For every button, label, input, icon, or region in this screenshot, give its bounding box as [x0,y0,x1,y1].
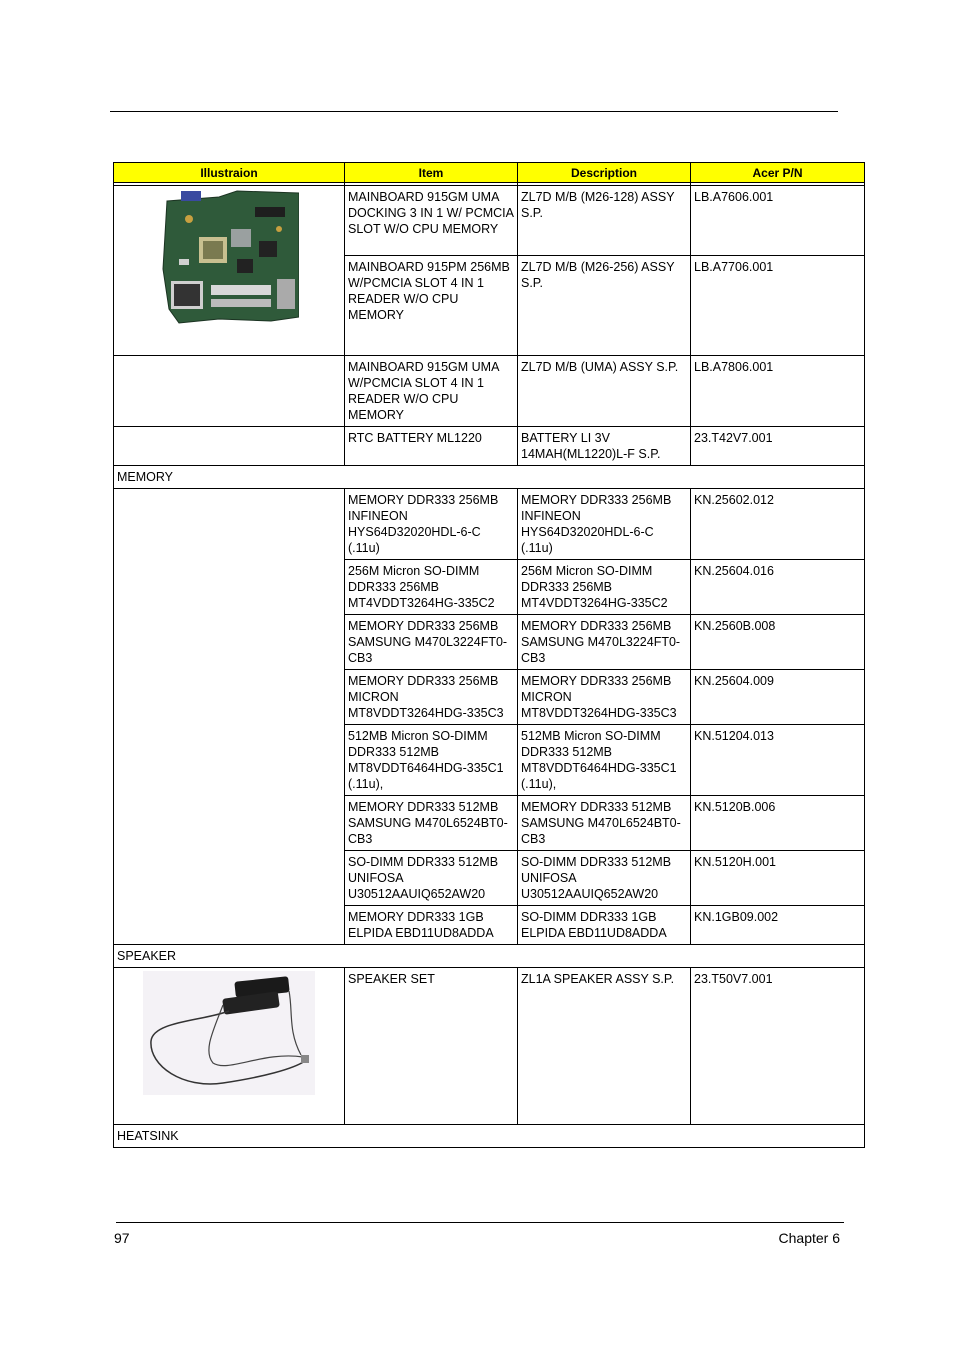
part-number-cell: 23.T50V7.001 [691,968,865,1125]
item-cell: MEMORY DDR333 256MB INFINEON HYS64D32020HDL-6-C (.11u) [345,489,518,560]
section-row-heatsink [114,1125,865,1148]
illustration-cell [114,427,345,466]
section-label: MEMORY [114,466,865,489]
part-number-cell: KN.5120H.001 [691,851,865,906]
item-cell: MEMORY DDR333 256MB SAMSUNG M470L3224FT0-CB3 [345,615,518,670]
part-number-cell: 23.T42V7.001 [691,427,865,466]
part-number-cell: KN.51204.013 [691,725,865,796]
item-cell: 256M Micron SO-DIMM DDR333 256MB MT4VDDT3264HG-335C2 [345,560,518,615]
description-cell: MEMORY DDR333 256MB SAMSUNG M470L3224FT0-CB3 [518,615,691,670]
section-row-memory [114,466,865,489]
illustration-cell [114,356,345,427]
table-row [114,489,865,560]
col-illustration: Illustraion [114,163,345,183]
item-cell: SO-DIMM DDR333 512MB UNIFOSA U30512AAUIQ652AW20 [345,851,518,906]
description-cell: ZL7D M/B (UMA) ASSY S.P. [518,356,691,427]
item-cell: 512MB Micron SO-DIMM DDR333 512MB MT8VDDT6464HDG-335C1 (.11u), [345,725,518,796]
mainboard-illustration [114,186,345,356]
description-cell: ZL7D M/B (M26-128) ASSY S.P. [518,186,691,256]
table-row [114,186,865,256]
item-cell: MEMORY DDR333 512MB SAMSUNG M470L6524BT0-CB3 [345,796,518,851]
mainboard-image [159,189,299,324]
part-number-cell: LB.A7806.001 [691,356,865,427]
part-number-cell: LB.A7606.001 [691,186,865,256]
speaker-image [143,971,315,1095]
page-number: 97 [114,1230,130,1246]
section-label: SPEAKER [114,945,865,968]
description-cell: ZL7D M/B (M26-256) ASSY S.P. [518,256,691,356]
col-item: Item [345,163,518,183]
table-header-row [114,163,865,183]
description-cell: 512MB Micron SO-DIMM DDR333 512MB MT8VDDT6464HDG-335C1 (.11u), [518,725,691,796]
item-cell: MAINBOARD 915GM UMA W/PCMCIA SLOT 4 IN 1 READER W/O CPU MEMORY [345,356,518,427]
description-cell: SO-DIMM DDR333 512MB UNIFOSA U30512AAUIQ652AW20 [518,851,691,906]
description-cell: SO-DIMM DDR333 1GB ELPIDA EBD11UD8ADDA [518,906,691,945]
section-label: HEATSINK [114,1125,865,1148]
item-cell: MAINBOARD 915GM UMA DOCKING 3 IN 1 W/ PCMCIA SLOT W/O CPU MEMORY [345,186,518,256]
description-cell: 256M Micron SO-DIMM DDR333 256MB MT4VDDT3264HG-335C2 [518,560,691,615]
part-number-cell: KN.25604.009 [691,670,865,725]
description-cell: BATTERY LI 3V 14MAH(ML1220)L-F S.P. [518,427,691,466]
item-cell: MAINBOARD 915PM 256MB W/PCMCIA SLOT 4 IN 1 READER W/O CPU MEMORY [345,256,518,356]
table-row [114,427,865,466]
item-cell: MEMORY DDR333 256MB MICRON MT8VDDT3264HDG-335C3 [345,670,518,725]
parts-table [113,162,865,1148]
footer-rule [116,1222,844,1223]
item-cell: SPEAKER SET [345,968,518,1125]
section-row-speaker [114,945,865,968]
illustration-cell [114,489,345,945]
description-cell: MEMORY DDR333 256MB MICRON MT8VDDT3264HDG-335C3 [518,670,691,725]
col-description: Description [518,163,691,183]
item-cell: RTC BATTERY ML1220 [345,427,518,466]
part-number-cell: LB.A7706.001 [691,256,865,356]
item-cell: MEMORY DDR333 1GB ELPIDA EBD11UD8ADDA [345,906,518,945]
description-cell: ZL1A SPEAKER ASSY S.P. [518,968,691,1125]
part-number-cell: KN.5120B.006 [691,796,865,851]
part-number-cell: KN.1GB09.002 [691,906,865,945]
speaker-illustration [114,968,345,1125]
part-number-cell: KN.25602.012 [691,489,865,560]
description-cell: MEMORY DDR333 256MB INFINEON HYS64D32020HDL-6-C (.11u) [518,489,691,560]
part-number-cell: KN.2560B.008 [691,615,865,670]
description-cell: MEMORY DDR333 512MB SAMSUNG M470L6524BT0-CB3 [518,796,691,851]
chapter-label: Chapter 6 [778,1230,840,1246]
table-row [114,968,865,1125]
part-number-cell: KN.25604.016 [691,560,865,615]
col-part-number: Acer P/N [691,163,865,183]
header-rule [110,111,838,112]
table-row [114,356,865,427]
